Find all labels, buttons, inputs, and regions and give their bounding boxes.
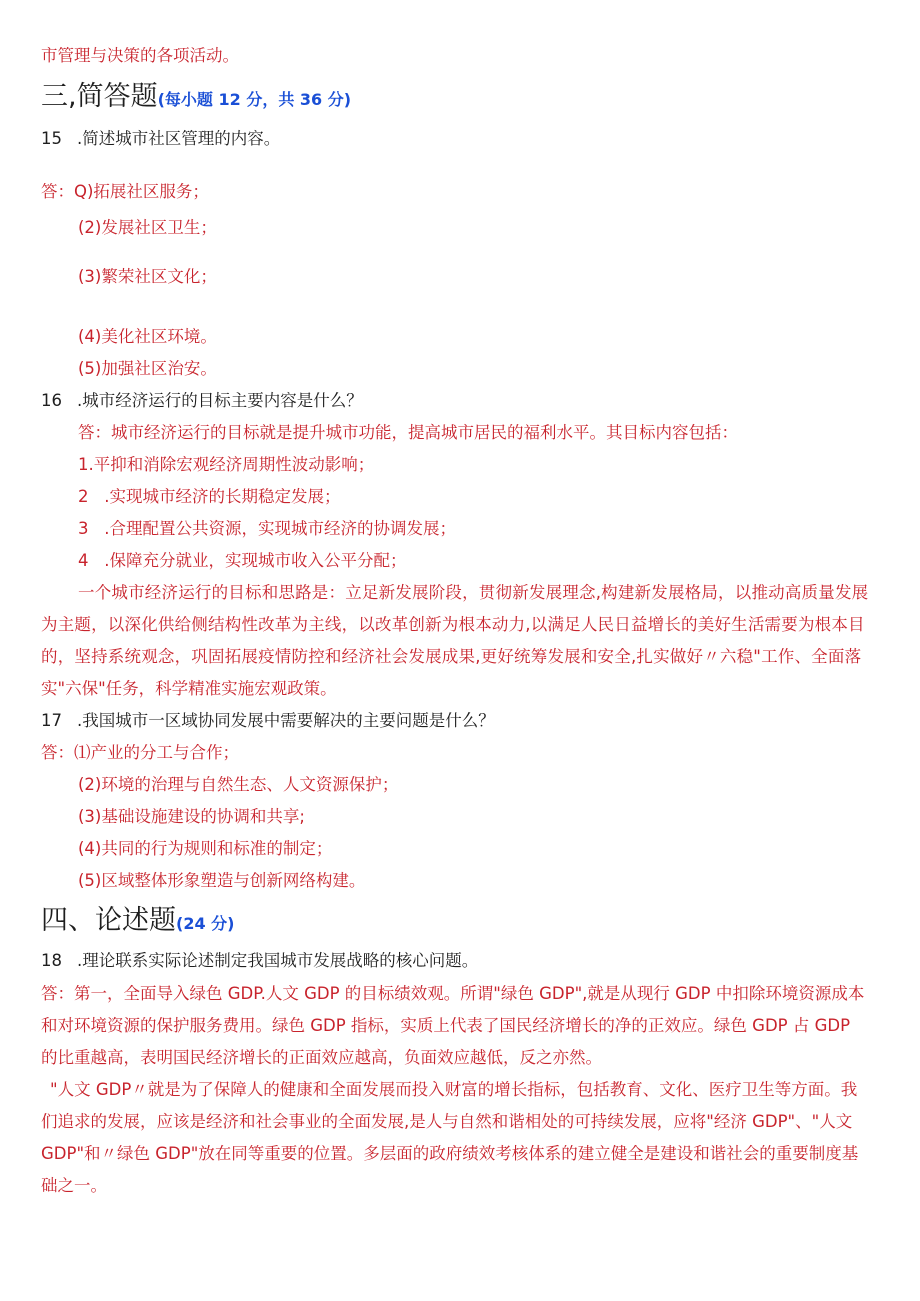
answer-item: 4 .保障充分就业，实现城市收入公平分配； [78,551,407,570]
question-16 [41,390,363,412]
section-3-title: 三,简答题 [41,81,158,112]
answer-line: (4)美化社区环境。 [78,327,217,346]
question-number: 18 [41,951,62,970]
answer-paragraph-line: 的，坚持系统观念，巩固拓展疫情防控和经济社会发展成果,更好统筹发展和安全,扎实做好〃六稳"工作、全面落 [41,647,862,666]
answer-line: (3)繁荣社区文化； [78,267,217,286]
answer-paragraph-line: 实"六保"任务，科学精准实施宏观政策。 [41,679,337,698]
question-text: .简述城市社区管理的内容。 [77,129,281,148]
section-4-heading [41,904,234,941]
answer-item: 2 .实现城市经济的长期稳定发展； [78,487,341,506]
answer-line: (2)环境的治理与自然生态、人文资源保护； [78,775,399,794]
answer-line: (2)发展社区卫生； [78,218,217,237]
answer-paragraph-line: 和对环境资源的保护服务费用。绿色 GDP 指标，实质上代表了国民经济增长的净的正效应。绿色 GDP 占 GDP [41,1016,851,1035]
question-number: 16 [41,391,62,410]
answer-line: (5)加强社区治安。 [78,359,217,378]
question-text: .理论联系实际论述制定我国城市发展战略的核心问题。 [77,951,479,970]
section-4-note: (24 分) [176,914,235,933]
question-number: 17 [41,711,62,730]
answer-paragraph-line: "人文 GDP〃就是为了保障人的健康和全面发展而投入财富的增长指标，包括教育、文化、医疗卫生等方面。我 [50,1080,858,1099]
answer-paragraph-line: 的比重越高，表明国民经济增长的正面效应越高，负面效应越低，反之亦然。 [41,1048,602,1067]
answer-paragraph-line: 们追求的发展，应该是经济和社会事业的全面发展,是人与自然和谐相处的可持续发展，应将"经济 GDP"、"人文 [41,1112,853,1131]
answer-paragraph-line: 一个城市经济运行的目标和思路是：立足新发展阶段，贯彻新发展理念,构建新发展格局，以推动高质量发展 [78,583,869,602]
answer-intro: 答：城市经济运行的目标就是提升城市功能，提高城市居民的福利水平。其目标内容包括： [78,423,738,442]
answer-item: 3 .合理配置公共资源，实现城市经济的协调发展； [78,519,456,538]
answer-line: 答：Q)拓展社区服务； [41,182,209,201]
answer-line: 答：⑴产业的分工与合作； [41,743,239,762]
question-text: .我国城市一区域协同发展中需要解决的主要问题是什么？ [77,711,495,730]
section-3-note: (每小题 12 分，共 36 分) [157,90,352,109]
continued-text: 市管理与决策的各项活动。 [41,46,239,65]
answer-paragraph-line: 答：第一，全面导入绿色 GDP.人文 GDP 的目标绩效观。所谓"绿色 GDP",就是从现行 GDP 中扣除环境资源成本 [41,984,865,1003]
section-4-title: 四、论述题 [41,905,176,936]
answer-line: (4)共同的行为规则和标准的制定； [78,839,333,858]
question-18 [41,950,478,972]
answer-paragraph-line: 为主题，以深化供给侧结构性改革为主线，以改革创新为根本动力,以满足人民日益增长的美好生活需要为根本目 [41,615,865,634]
question-15 [41,128,280,150]
answer-line: (5)区域整体形象塑造与创新网络构建。 [78,871,366,890]
answer-paragraph-line: 础之一。 [41,1176,107,1195]
answer-paragraph-line: GDP"和〃绿色 GDP"放在同等重要的位置。多层面的政府绩效考核体系的建立健全是建设和谐社会的重要制度基 [41,1144,859,1163]
answer-line: (3)基础设施建设的协调和共享; [78,807,305,826]
question-number: 15 [41,129,62,148]
question-text: .城市经济运行的目标主要内容是什么？ [77,391,363,410]
question-17 [41,710,495,732]
answer-item: 1.平抑和消除宏观经济周期性波动影响； [78,455,375,474]
section-3-heading [41,80,351,117]
